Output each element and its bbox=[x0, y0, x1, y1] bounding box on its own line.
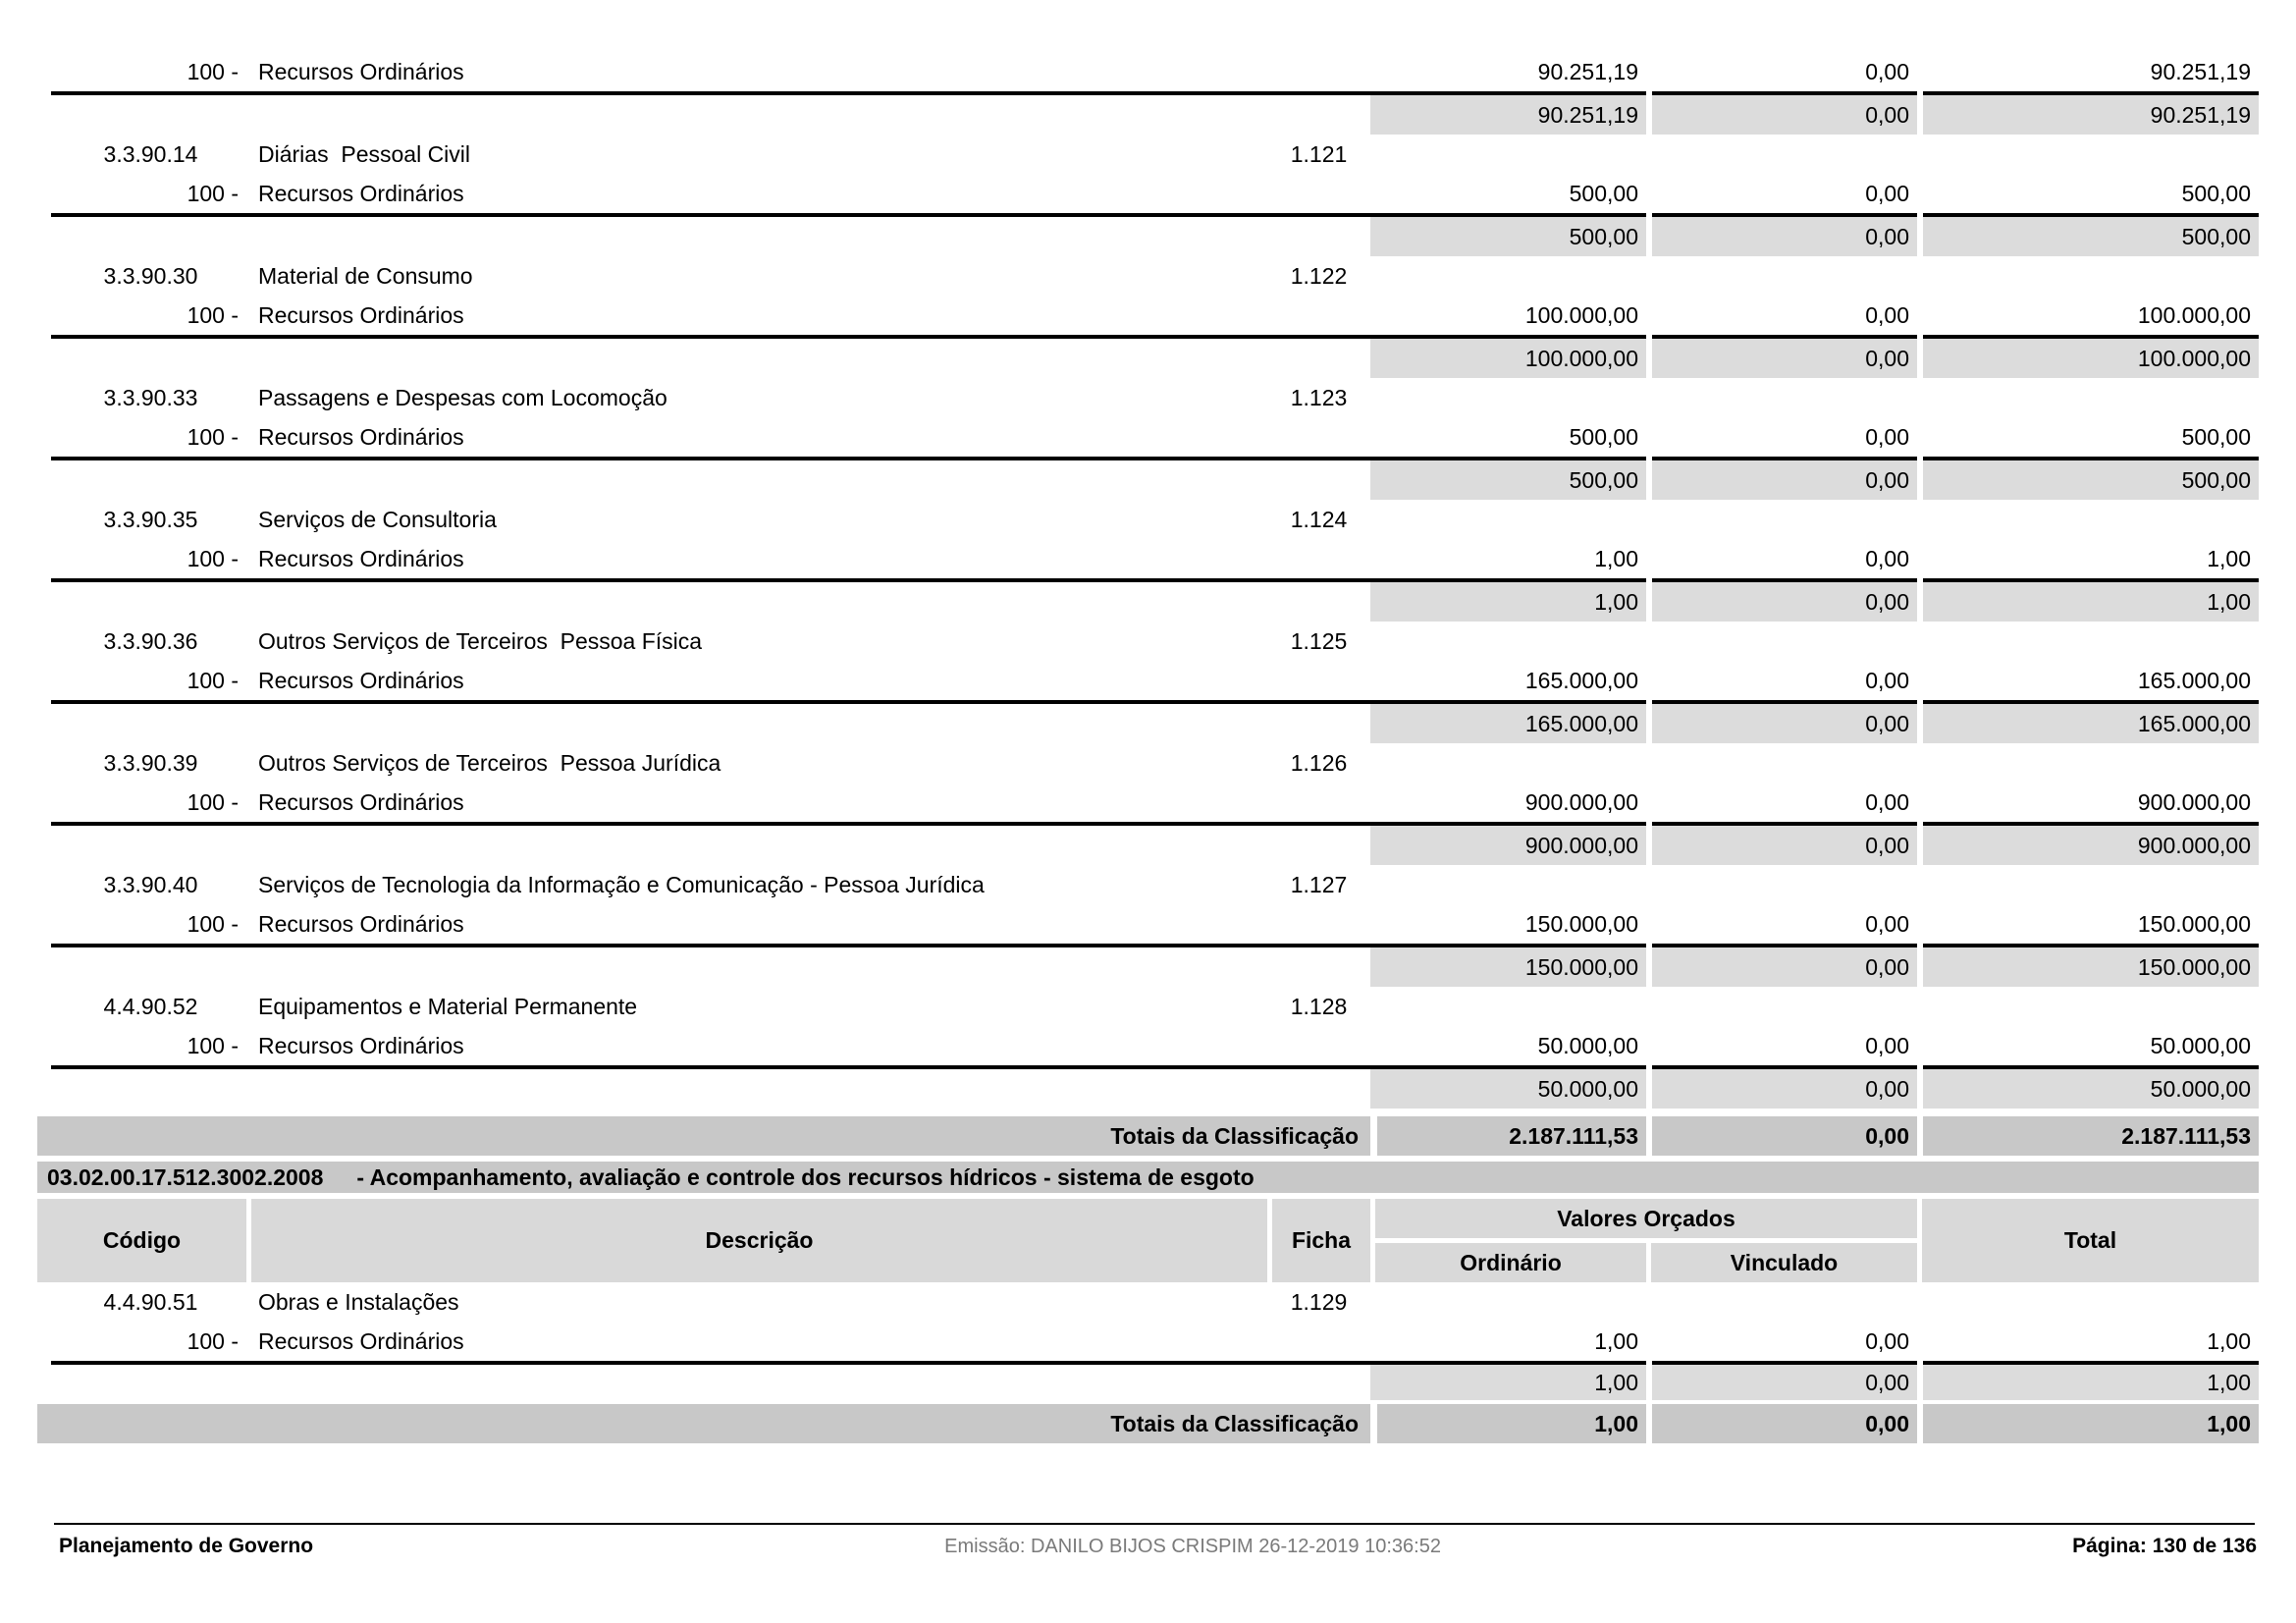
source-name: Recursos Ordinários bbox=[258, 58, 464, 84]
footer-divider bbox=[54, 1523, 2255, 1525]
ficha-number: 1.124 bbox=[1290, 506, 1348, 532]
budget-description: Passagens e Despesas com Locomoção bbox=[258, 384, 667, 410]
totals-vinculado: 0,00 bbox=[1646, 1404, 1917, 1443]
totals-total: 2.187.111,53 bbox=[1917, 1116, 2259, 1156]
section-header-bar bbox=[37, 1162, 2259, 1193]
ficha-number: 1.126 bbox=[1290, 749, 1348, 776]
budget-description: Material de Consumo bbox=[258, 262, 473, 289]
subtotal-total: 500,00 bbox=[1917, 217, 2259, 256]
source-name: Recursos Ordinários bbox=[258, 1032, 464, 1058]
classification-totals-row bbox=[37, 1116, 2259, 1156]
subtotal-row bbox=[37, 947, 2259, 987]
subtotal-total: 1,00 bbox=[1917, 582, 2259, 622]
subtotal-ordinario: 500,00 bbox=[1370, 217, 1646, 256]
value-vinculado: 0,00 bbox=[1865, 1032, 1909, 1058]
value-total: 500,00 bbox=[2181, 423, 2251, 450]
value-vinculado: 0,00 bbox=[1865, 667, 1909, 693]
budget-code: 4.4.90.52 bbox=[103, 993, 198, 1019]
ficha-number: 1.125 bbox=[1290, 627, 1348, 654]
value-total: 100.000,00 bbox=[2137, 301, 2251, 328]
totals-total: 1,00 bbox=[1917, 1404, 2259, 1443]
source-row bbox=[37, 1322, 2259, 1361]
subtotal-vinculado: 0,00 bbox=[1646, 95, 1917, 135]
budget-description: Serviços de Tecnologia da Informação e Comunicação - Pessoa Jurídica bbox=[258, 871, 985, 897]
ficha-number: 1.129 bbox=[1290, 1288, 1348, 1315]
source-name: Recursos Ordinários bbox=[258, 423, 464, 450]
value-vinculado: 0,00 bbox=[1865, 545, 1909, 571]
value-ordinario: 50.000,00 bbox=[1537, 1032, 1638, 1058]
subtotal-ordinario: 1,00 bbox=[1370, 1365, 1646, 1400]
classification-totals-row bbox=[37, 1404, 2259, 1443]
value-total: 50.000,00 bbox=[2150, 1032, 2251, 1058]
code-row bbox=[37, 135, 2259, 174]
value-vinculado: 0,00 bbox=[1865, 788, 1909, 815]
subtotal-vinculado: 0,00 bbox=[1646, 339, 1917, 378]
source-row bbox=[37, 1026, 2259, 1065]
source-name: Recursos Ordinários bbox=[258, 180, 464, 206]
source-code: 100 - bbox=[187, 423, 239, 450]
totals-vinculado: 0,00 bbox=[1646, 1116, 1917, 1156]
source-code: 100 - bbox=[187, 910, 239, 937]
budget-description: Obras e Instalações bbox=[258, 1288, 459, 1315]
budget-code: 3.3.90.30 bbox=[103, 262, 198, 289]
subtotal-ordinario: 1,00 bbox=[1370, 582, 1646, 622]
totals-ordinario: 1,00 bbox=[1370, 1404, 1646, 1443]
budget-description: Equipamentos e Material Permanente bbox=[258, 993, 638, 1019]
value-total: 90.251,19 bbox=[2150, 58, 2251, 84]
value-vinculado: 0,00 bbox=[1865, 301, 1909, 328]
subtotal-row bbox=[37, 704, 2259, 743]
table-header bbox=[37, 1199, 2259, 1282]
subtotal-vinculado: 0,00 bbox=[1646, 1069, 1917, 1109]
subtotal-row bbox=[37, 1069, 2259, 1109]
column-header-valores-orcados: Valores Orçados bbox=[1370, 1199, 1917, 1238]
subtotal-row bbox=[37, 460, 2259, 500]
value-total: 165.000,00 bbox=[2137, 667, 2251, 693]
source-row bbox=[37, 539, 2259, 578]
value-ordinario: 1,00 bbox=[1594, 1327, 1638, 1354]
source-row bbox=[37, 52, 2259, 91]
ficha-number: 1.128 bbox=[1290, 993, 1348, 1019]
source-row bbox=[37, 174, 2259, 213]
subtotal-total: 165.000,00 bbox=[1917, 704, 2259, 743]
code-row bbox=[37, 743, 2259, 783]
code-row bbox=[37, 865, 2259, 904]
code-row bbox=[37, 622, 2259, 661]
value-ordinario: 1,00 bbox=[1594, 545, 1638, 571]
subtotal-total: 1,00 bbox=[1917, 1365, 2259, 1400]
value-ordinario: 100.000,00 bbox=[1524, 301, 1638, 328]
value-ordinario: 150.000,00 bbox=[1524, 910, 1638, 937]
subtotal-vinculado: 0,00 bbox=[1646, 1365, 1917, 1400]
source-row bbox=[37, 417, 2259, 457]
source-row bbox=[37, 661, 2259, 700]
source-row bbox=[37, 904, 2259, 944]
source-code: 100 - bbox=[187, 180, 239, 206]
column-header-codigo: Código bbox=[37, 1199, 246, 1282]
value-vinculado: 0,00 bbox=[1865, 423, 1909, 450]
column-header-ordinario: Ordinário bbox=[1370, 1243, 1646, 1282]
subtotal-row bbox=[37, 339, 2259, 378]
source-code: 100 - bbox=[187, 1032, 239, 1058]
budget-code: 3.3.90.35 bbox=[103, 506, 198, 532]
budget-code: 3.3.90.36 bbox=[103, 627, 198, 654]
subtotal-total: 100.000,00 bbox=[1917, 339, 2259, 378]
code-row bbox=[37, 378, 2259, 417]
value-vinculado: 0,00 bbox=[1865, 1327, 1909, 1354]
report-body bbox=[37, 52, 2259, 1443]
ficha-number: 1.122 bbox=[1290, 262, 1348, 289]
source-name: Recursos Ordinários bbox=[258, 545, 464, 571]
budget-code: 3.3.90.39 bbox=[103, 749, 198, 776]
value-total: 500,00 bbox=[2181, 180, 2251, 206]
source-name: Recursos Ordinários bbox=[258, 910, 464, 937]
column-header-total: Total bbox=[1917, 1199, 2259, 1282]
code-row bbox=[37, 987, 2259, 1026]
subtotal-vinculado: 0,00 bbox=[1646, 826, 1917, 865]
value-total: 900.000,00 bbox=[2137, 788, 2251, 815]
subtotal-ordinario: 500,00 bbox=[1370, 460, 1646, 500]
subtotal-row bbox=[37, 1365, 2259, 1400]
column-header-descricao: Descrição bbox=[246, 1199, 1267, 1282]
value-total: 150.000,00 bbox=[2137, 910, 2251, 937]
code-row bbox=[37, 500, 2259, 539]
subtotal-ordinario: 50.000,00 bbox=[1370, 1069, 1646, 1109]
budget-description: Diárias Pessoal Civil bbox=[258, 140, 471, 167]
subtotal-total: 500,00 bbox=[1917, 460, 2259, 500]
subtotal-row bbox=[37, 826, 2259, 865]
totals-ordinario: 2.187.111,53 bbox=[1370, 1116, 1646, 1156]
subtotal-vinculado: 0,00 bbox=[1646, 582, 1917, 622]
budget-code: 3.3.90.33 bbox=[103, 384, 198, 410]
source-name: Recursos Ordinários bbox=[258, 667, 464, 693]
subtotal-total: 900.000,00 bbox=[1917, 826, 2259, 865]
subtotal-ordinario: 100.000,00 bbox=[1370, 339, 1646, 378]
column-header-vinculado: Vinculado bbox=[1646, 1243, 1917, 1282]
subtotal-ordinario: 900.000,00 bbox=[1370, 826, 1646, 865]
source-row bbox=[37, 296, 2259, 335]
source-code: 100 - bbox=[187, 545, 239, 571]
value-ordinario: 900.000,00 bbox=[1524, 788, 1638, 815]
value-ordinario: 500,00 bbox=[1569, 180, 1638, 206]
subtotal-vinculado: 0,00 bbox=[1646, 460, 1917, 500]
section-code: 03.02.00.17.512.3002.2008 bbox=[47, 1163, 324, 1190]
footer-page-number: Página: 130 de 136 bbox=[2072, 1535, 2257, 1557]
footer-emission-info: Emissão: DANILO BIJOS CRISPIM 26-12-2019 10:36:52 bbox=[944, 1535, 1441, 1557]
section-title: - Acompanhamento, avaliação e controle dos recursos hídricos - sistema de esgoto bbox=[356, 1163, 1255, 1190]
budget-description: Outros Serviços de Terceiros Pessoa Jurídica bbox=[258, 749, 721, 776]
value-vinculado: 0,00 bbox=[1865, 180, 1909, 206]
code-row bbox=[37, 1282, 2259, 1322]
code-row bbox=[37, 256, 2259, 296]
subtotal-ordinario: 165.000,00 bbox=[1370, 704, 1646, 743]
value-total: 1,00 bbox=[2207, 545, 2251, 571]
ficha-number: 1.121 bbox=[1290, 140, 1348, 167]
classification-totals-label: Totais da Classificação bbox=[37, 1116, 1370, 1156]
source-code: 100 - bbox=[187, 667, 239, 693]
value-ordinario: 500,00 bbox=[1569, 423, 1638, 450]
source-code: 100 - bbox=[187, 58, 239, 84]
subtotal-ordinario: 90.251,19 bbox=[1370, 95, 1646, 135]
source-name: Recursos Ordinários bbox=[258, 1327, 464, 1354]
subtotal-ordinario: 150.000,00 bbox=[1370, 947, 1646, 987]
budget-code: 3.3.90.14 bbox=[103, 140, 198, 167]
budget-description: Outros Serviços de Terceiros Pessoa Física bbox=[258, 627, 703, 654]
source-code: 100 - bbox=[187, 788, 239, 815]
subtotal-vinculado: 0,00 bbox=[1646, 217, 1917, 256]
source-row bbox=[37, 783, 2259, 822]
column-header-ficha: Ficha bbox=[1267, 1199, 1370, 1282]
budget-code: 3.3.90.40 bbox=[103, 871, 198, 897]
page-footer bbox=[37, 1532, 2259, 1561]
value-vinculado: 0,00 bbox=[1865, 910, 1909, 937]
source-code: 100 - bbox=[187, 301, 239, 328]
subtotal-total: 150.000,00 bbox=[1917, 947, 2259, 987]
budget-description: Serviços de Consultoria bbox=[258, 506, 497, 532]
subtotal-row bbox=[37, 95, 2259, 135]
value-ordinario: 90.251,19 bbox=[1537, 58, 1638, 84]
footer-report-name: Planejamento de Governo bbox=[59, 1535, 314, 1557]
value-total: 1,00 bbox=[2207, 1327, 2251, 1354]
subtotal-row bbox=[37, 217, 2259, 256]
ficha-number: 1.123 bbox=[1290, 384, 1348, 410]
subtotal-total: 90.251,19 bbox=[1917, 95, 2259, 135]
source-name: Recursos Ordinários bbox=[258, 301, 464, 328]
subtotal-vinculado: 0,00 bbox=[1646, 704, 1917, 743]
subtotal-row bbox=[37, 582, 2259, 622]
source-name: Recursos Ordinários bbox=[258, 788, 464, 815]
source-code: 100 - bbox=[187, 1327, 239, 1354]
value-ordinario: 165.000,00 bbox=[1524, 667, 1638, 693]
subtotal-total: 50.000,00 bbox=[1917, 1069, 2259, 1109]
budget-code: 4.4.90.51 bbox=[103, 1288, 198, 1315]
subtotal-vinculado: 0,00 bbox=[1646, 947, 1917, 987]
classification-totals-label: Totais da Classificação bbox=[37, 1404, 1370, 1443]
ficha-number: 1.127 bbox=[1290, 871, 1348, 897]
value-vinculado: 0,00 bbox=[1865, 58, 1909, 84]
